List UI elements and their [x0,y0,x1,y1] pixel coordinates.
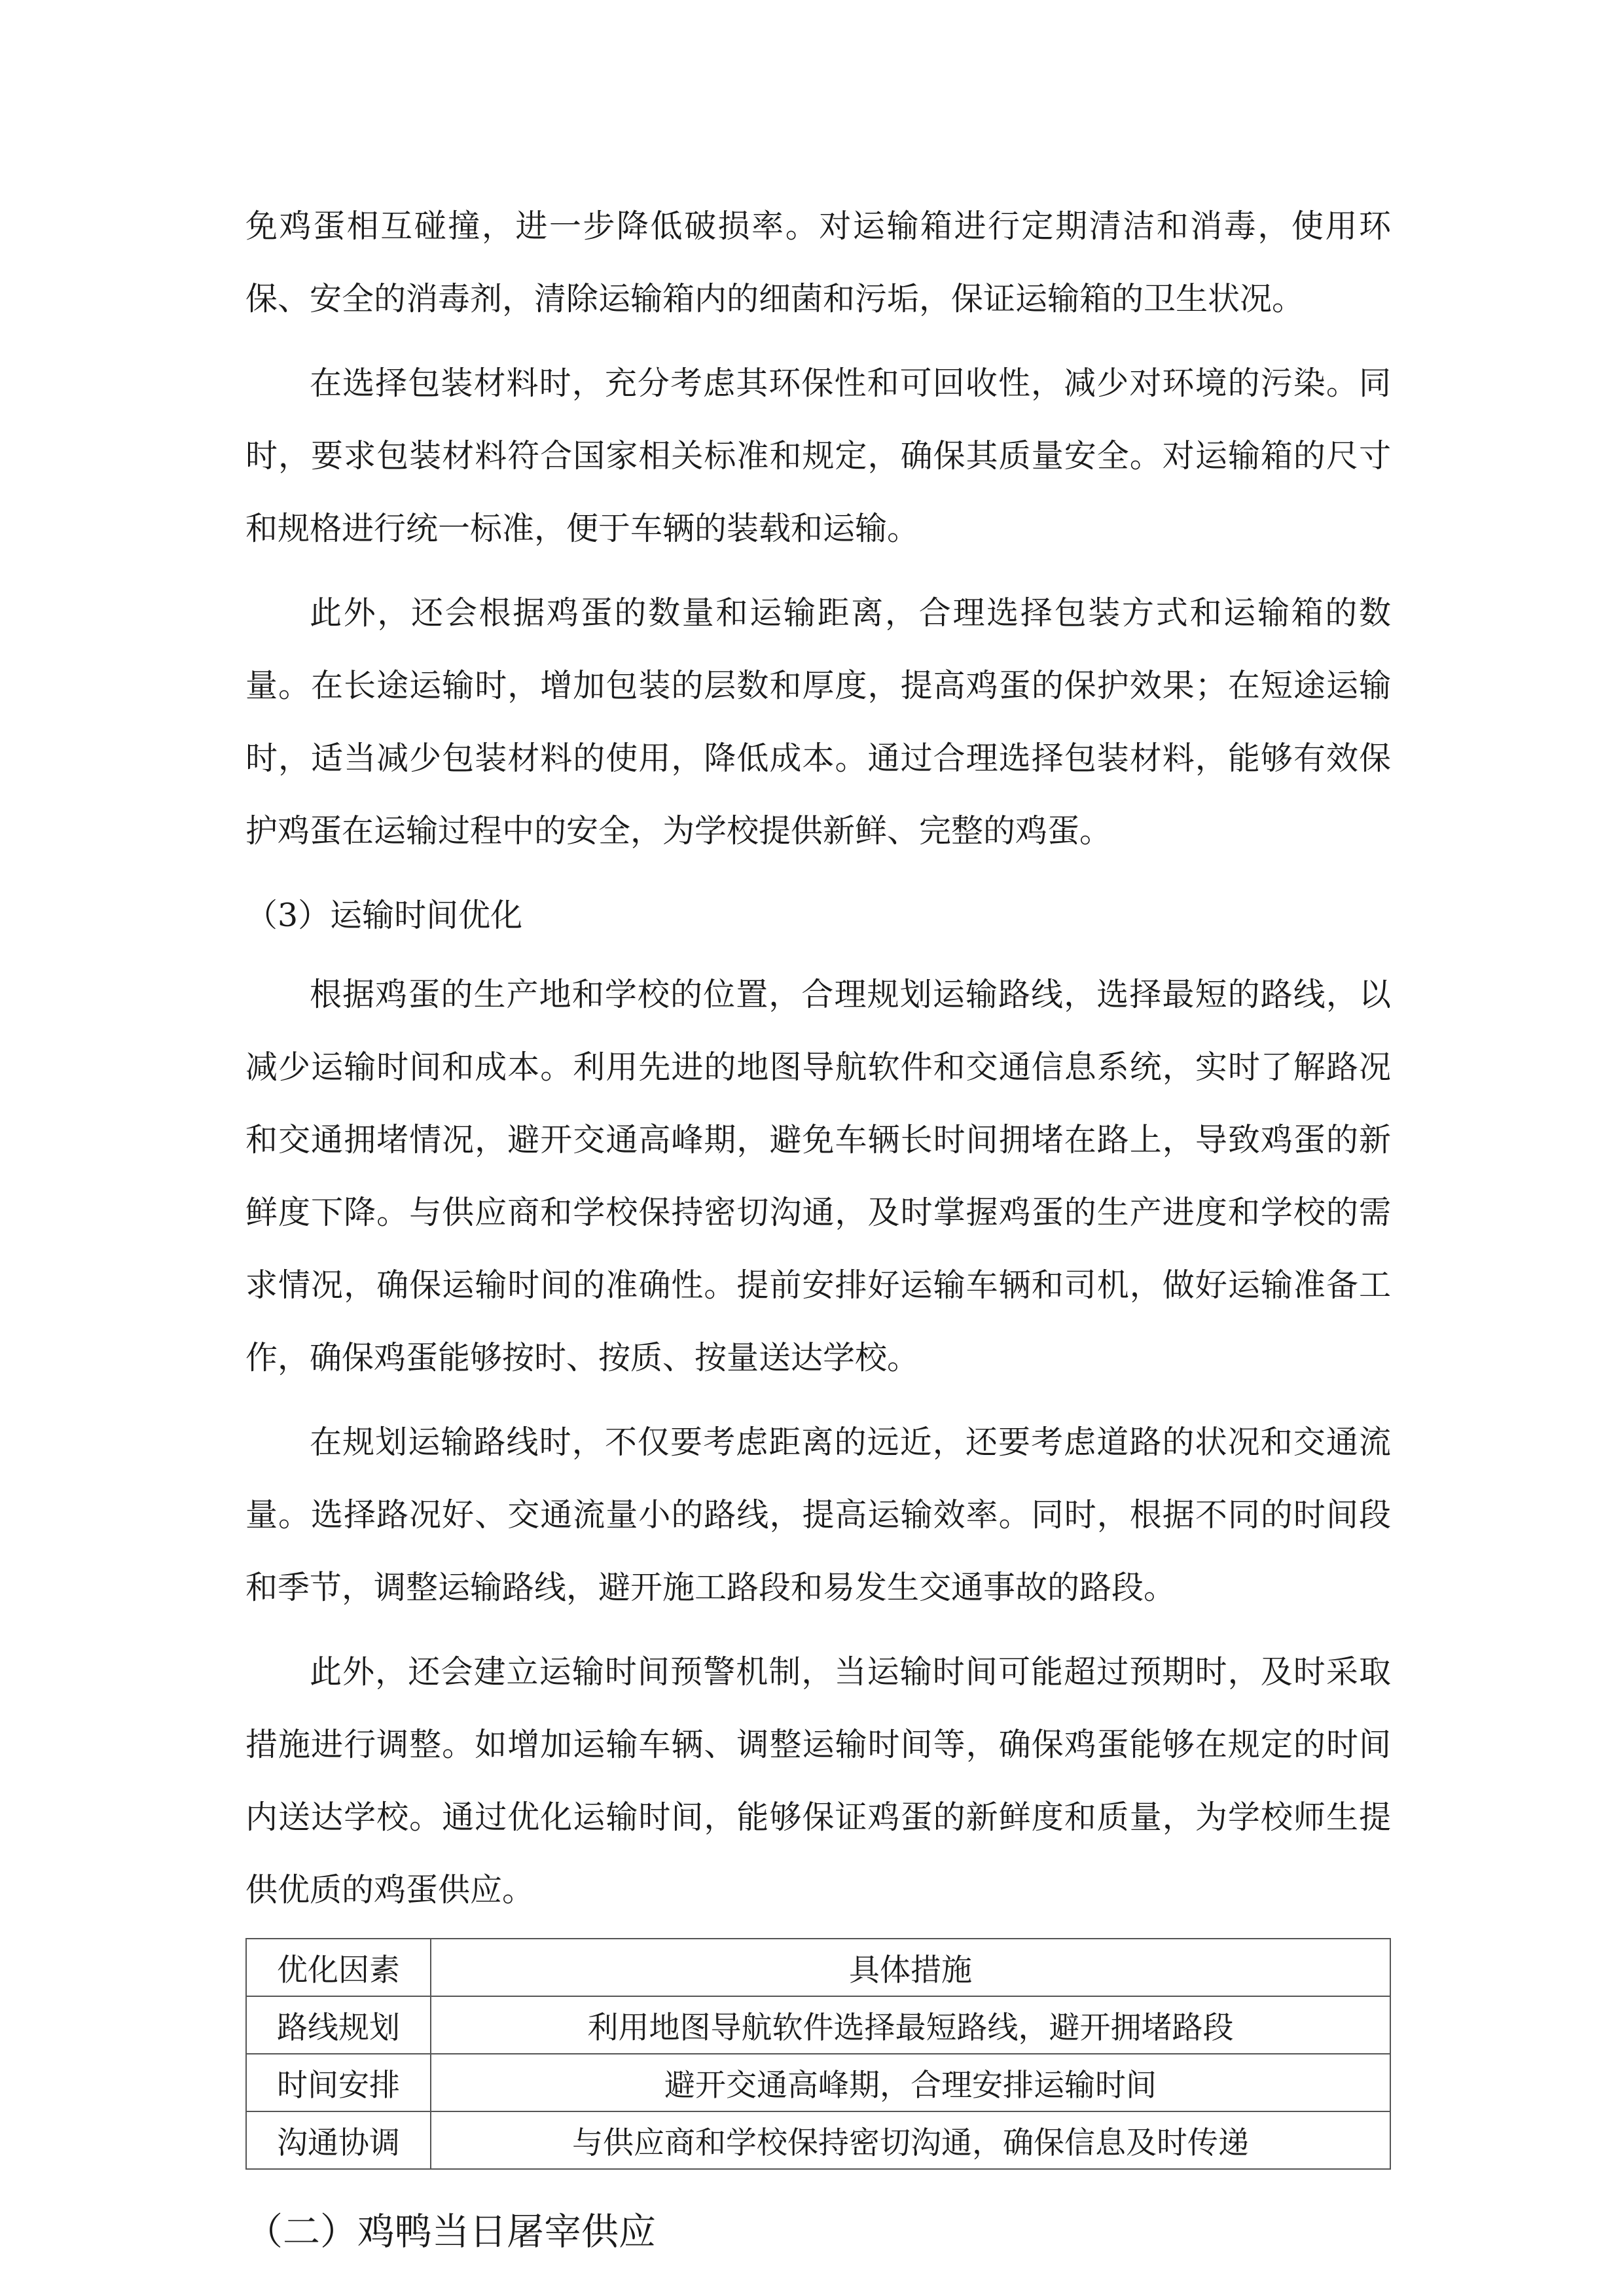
table-header-cell: 优化因素 [246,1939,431,1996]
subheading-transport-time: （3）运输时间优化 [245,897,523,934]
paragraph-3: 此外，还会根据鸡蛋的数量和运输距离，合理选择包装方式和运输箱的数量。在长途运输时，增加包装的层数和厚度，提高鸡蛋的保护效果；在短途运输时，适当减少包装材料的使用，降低成本。通过合理选择包装材料，能够有效保护鸡蛋在运输过程中的安全，为学校提供新鲜、完整的鸡蛋。 [245,594,1391,850]
optimization-table [245,1938,1391,2170]
paragraph-4: 根据鸡蛋的生产地和学校的位置，合理规划运输路线，选择最短的路线，以减少运输时间和成本。利用先进的地图导航软件和交通信息系统，实时了解路况和交通拥堵情况，避开交通高峰期，避免车辆长时间拥堵在路上，导致鸡蛋的新鲜度下降。与供应商和学校保持密切沟通，及时掌握鸡蛋的生产进度和学校的需求情况，确保运输时间的准确性。提前安排好运输车辆和司机，做好运输准备工作，确保鸡蛋能够按时、按质、按量送达学校。 [245,976,1391,1376]
paragraph-6: 此外，还会建立运输时间预警机制，当运输时间可能超过预期时，及时采取措施进行调整。如增加运输车辆、调整运输时间等，确保鸡蛋能够在规定的时间内送达学校。通过优化运输时间，能够保证鸡蛋的新鲜度和质量，为学校师生提供优质的鸡蛋供应。 [245,1653,1391,1909]
paragraph-2: 在选择包装材料时，充分考虑其环保性和可回收性，减少对环境的污染。同时，要求包装材料符合国家相关标准和规定，确保其质量安全。对运输箱的尺寸和规格进行统一标准，便于车辆的装载和运输。 [245,365,1391,547]
paragraph-5: 在规划运输路线时，不仅要考虑距离的远近，还要考虑道路的状况和交通流量。选择路况好、交通流量小的路线，提高运输效率。同时，根据不同的时间段和季节，调整运输路线，避开施工路段和易发生交通事故的路段。 [245,1424,1391,1606]
paragraph-1: 免鸡蛋相互碰撞，进一步降低破损率。对运输箱进行定期清洁和消毒，使用环保、安全的消毒剂，清除运输箱内的细菌和污垢，保证运输箱的卫生状况。 [245,207,1391,317]
document-page [245,190,1391,2268]
table-cell-measure: 与供应商和学校保持密切沟通，确保信息及时传递 [431,2111,1390,2169]
table-cell-factor: 路线规划 [246,1996,431,2054]
section-heading: （二）鸡鸭当日屠宰供应 [245,2210,656,2253]
table-header-row [246,1939,1390,1996]
table-cell-factor: 时间安排 [246,2054,431,2111]
table-row [246,2054,1390,2111]
table-row [246,2111,1390,2169]
table-row [246,1996,1390,2054]
table-cell-measure: 避开交通高峰期，合理安排运输时间 [431,2054,1390,2111]
table-cell-factor: 沟通协调 [246,2111,431,2169]
table-cell-measure: 利用地图导航软件选择最短路线，避开拥堵路段 [431,1996,1390,2054]
table-header-cell: 具体措施 [431,1939,1390,1996]
